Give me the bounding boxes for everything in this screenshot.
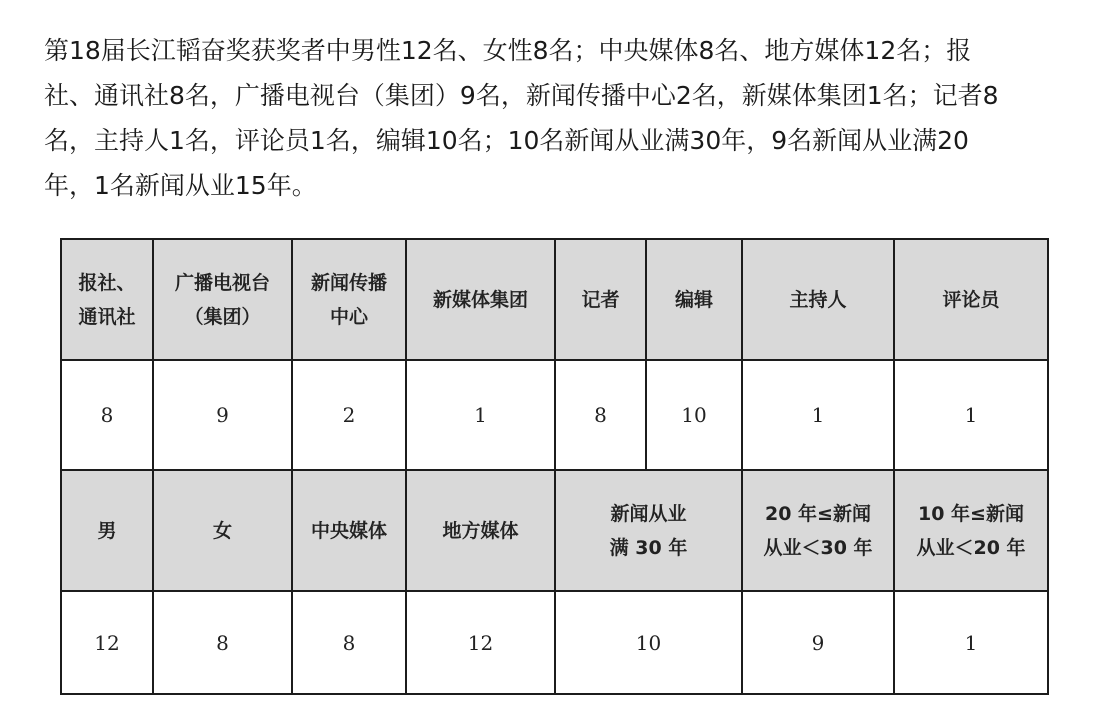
value-cell: 12 [61, 591, 153, 694]
header-cell-local-media: 地方媒体 [406, 470, 555, 591]
header-cell-central-media: 中央媒体 [292, 470, 406, 591]
value-cell: 10 [555, 591, 742, 694]
value-cell: 8 [555, 360, 646, 470]
intro-line: 第18届长江韬奋奖获奖者中男性12名、女性8名；中央媒体8名、地方媒体12名；报 [44, 36, 972, 65]
value-cell: 8 [153, 591, 292, 694]
intro-paragraph [44, 28, 1074, 208]
value-cell: 8 [61, 360, 153, 470]
value-cell: 1 [406, 360, 555, 470]
value-cell: 9 [742, 591, 894, 694]
value-cell: 1 [894, 591, 1048, 694]
value-cell: 8 [292, 591, 406, 694]
value-cell: 1 [894, 360, 1048, 470]
award-stats-table [60, 238, 1049, 695]
header-cell-reporter: 记者 [555, 239, 646, 360]
header-cell-male: 男 [61, 470, 153, 591]
header-row-gender-tenure [61, 470, 1048, 591]
header-row-outlet-role [61, 239, 1048, 360]
intro-line: 社、通讯社8名，广播电视台（集团）9名，新闻传播中心2名，新媒体集团1名；记者8 [44, 81, 999, 110]
value-cell: 9 [153, 360, 292, 470]
header-cell-commentator: 评论员 [894, 239, 1048, 360]
header-cell-female: 女 [153, 470, 292, 591]
intro-line: 名，主持人1名，评论员1名，编辑10名；10名新闻从业满30年，9名新闻从业满20 [44, 126, 969, 155]
header-cell-host: 主持人 [742, 239, 894, 360]
value-row-gender-tenure [61, 591, 1048, 694]
value-cell: 12 [406, 591, 555, 694]
header-cell-tenure-20-30: 20 年≤新闻 从业＜30 年 [742, 470, 894, 591]
value-cell: 2 [292, 360, 406, 470]
intro-line: 年，1名新闻从业15年。 [44, 171, 317, 200]
header-cell-news-center: 新闻传播 中心 [292, 239, 406, 360]
header-cell-tenure-10-20: 10 年≤新闻 从业＜20 年 [894, 470, 1048, 591]
header-cell-new-media-group: 新媒体集团 [406, 239, 555, 360]
header-cell-newspaper-agency: 报社、 通讯社 [61, 239, 153, 360]
header-cell-tenure-30: 新闻从业 满 30 年 [555, 470, 742, 591]
value-row-outlet-role [61, 360, 1048, 470]
header-cell-editor: 编辑 [646, 239, 742, 360]
header-cell-broadcast: 广播电视台 （集团） [153, 239, 292, 360]
value-cell: 1 [742, 360, 894, 470]
value-cell: 10 [646, 360, 742, 470]
